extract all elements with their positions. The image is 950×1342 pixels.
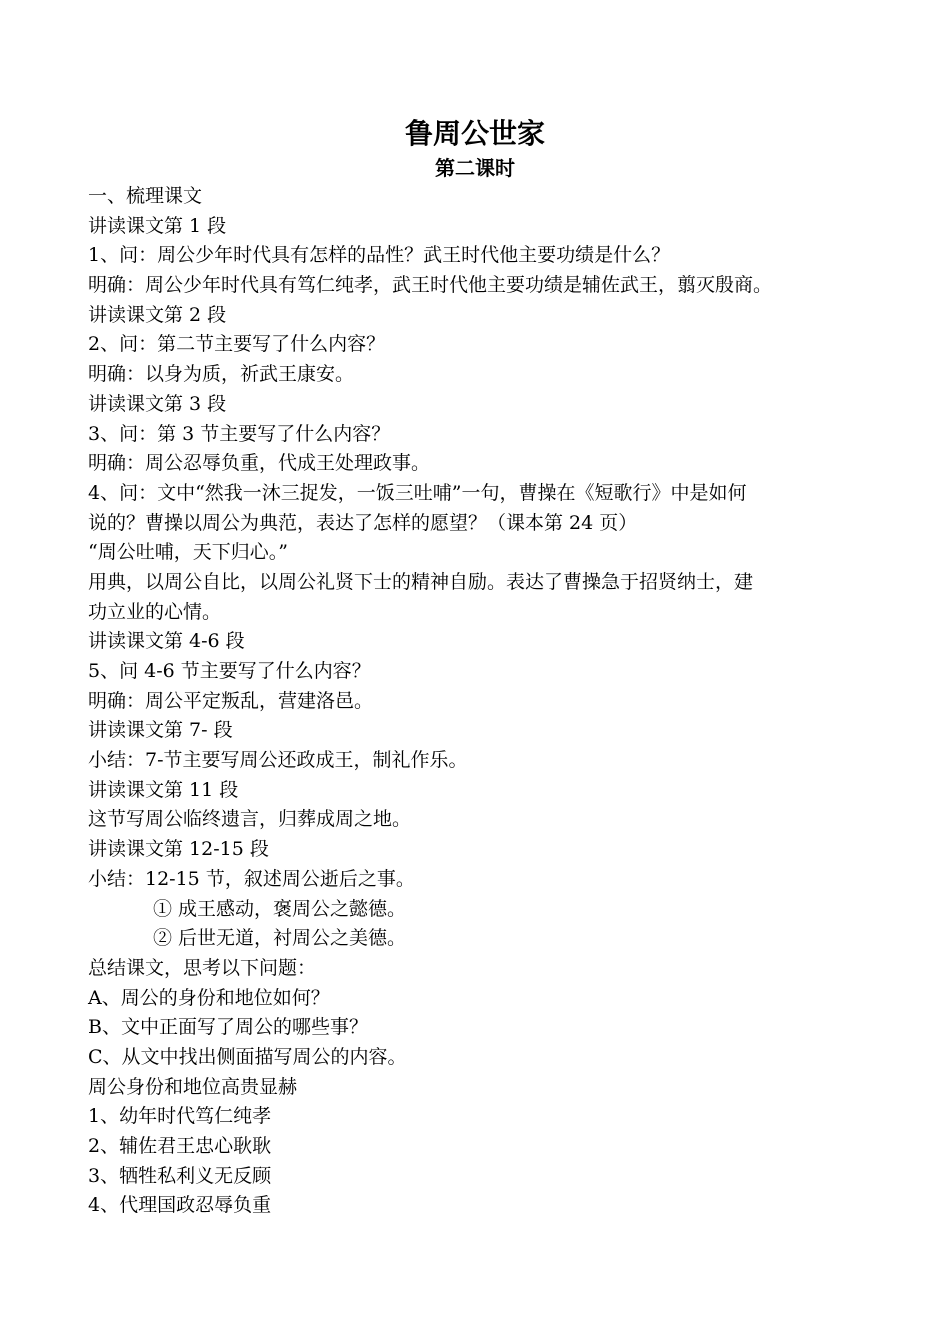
text-line: 总结课文，思考以下问题：: [88, 956, 317, 979]
text-line: 1、幼年时代笃仁纯孝: [88, 1105, 272, 1128]
text-line: 周公身份和地位高贵显赫: [88, 1075, 298, 1098]
text-line: A、周公的身份和地位如何？: [88, 986, 330, 1009]
text-line: 明确：周公少年时代具有笃仁纯孝，武王时代他主要功绩是辅佐武王，翦灭殷商。: [88, 274, 773, 297]
text-line: 2、问：第二节主要写了什么内容？: [88, 333, 386, 356]
text-line: 1、问：周公少年时代具有怎样的品性？武王时代他主要功绩是什么？: [88, 244, 671, 267]
text-line: 说的？曹操以周公为典范，表达了怎样的愿望？（课本第 24 页）: [88, 511, 638, 534]
text-line: 明确：周公忍辱负重，代成王处理政事。: [88, 452, 431, 475]
text-line: 讲读课文第 4-6 段: [88, 630, 245, 653]
text-line: ① 成王感动，褒周公之懿德。: [153, 897, 407, 920]
text-line: 讲读课文第 11 段: [88, 778, 239, 801]
document-title: 鲁周公世家: [404, 117, 545, 150]
text-line: 讲读课文第 7- 段: [88, 719, 233, 742]
text-line: 3、牺牲私利义无反顾: [88, 1164, 272, 1187]
text-line: 讲读课文第 1 段: [88, 214, 227, 237]
text-line: 讲读课文第 3 段: [88, 392, 227, 415]
text-line: 功立业的心情。: [88, 600, 222, 623]
text-line: 4、问：文中“然我一沐三捉发，一饭三吐哺”一句，曹操在《短歌行》中是如何: [88, 481, 747, 504]
text-line: 一、梳理课文: [88, 185, 203, 207]
document-subtitle: 第二课时: [435, 156, 515, 180]
text-line: 3、问：第 3 节主要写了什么内容？: [88, 422, 391, 445]
text-line: 4、代理国政忍辱负重: [88, 1194, 272, 1217]
text-line: 5、问 4-6 节主要写了什么内容？: [88, 660, 371, 682]
text-line: “周公吐哺，天下归心。”: [88, 541, 288, 564]
document-body: [88, 182, 878, 1221]
text-line: ② 后世无道，衬周公之美德。: [153, 927, 407, 950]
text-line: 小结：7-节主要写周公还政成王，制礼作乐。: [88, 749, 468, 772]
text-line: 讲读课文第 2 段: [88, 303, 227, 326]
text-line: B、文中正面写了周公的哪些事？: [88, 1016, 368, 1039]
text-line: 讲读课文第 12-15 段: [88, 838, 269, 861]
text-line: 小结：12-15 节，叙述周公逝后之事。: [88, 867, 415, 890]
text-line: C、从文中找出侧面描写周公的内容。: [88, 1045, 407, 1068]
text-line: 这节写周公临终遗言，归葬成周之地。: [88, 808, 412, 831]
text-line: 2、辅佐君王忠心耿耿: [88, 1135, 272, 1157]
text-line: 用典，以周公自比，以周公礼贤下士的精神自励。表达了曹操急于招贤纳士，建: [88, 570, 754, 593]
text-line: 明确：以身为质，祈武王康安。: [88, 363, 355, 386]
text-line: 明确：周公平定叛乱，营建洛邑。: [88, 689, 374, 712]
